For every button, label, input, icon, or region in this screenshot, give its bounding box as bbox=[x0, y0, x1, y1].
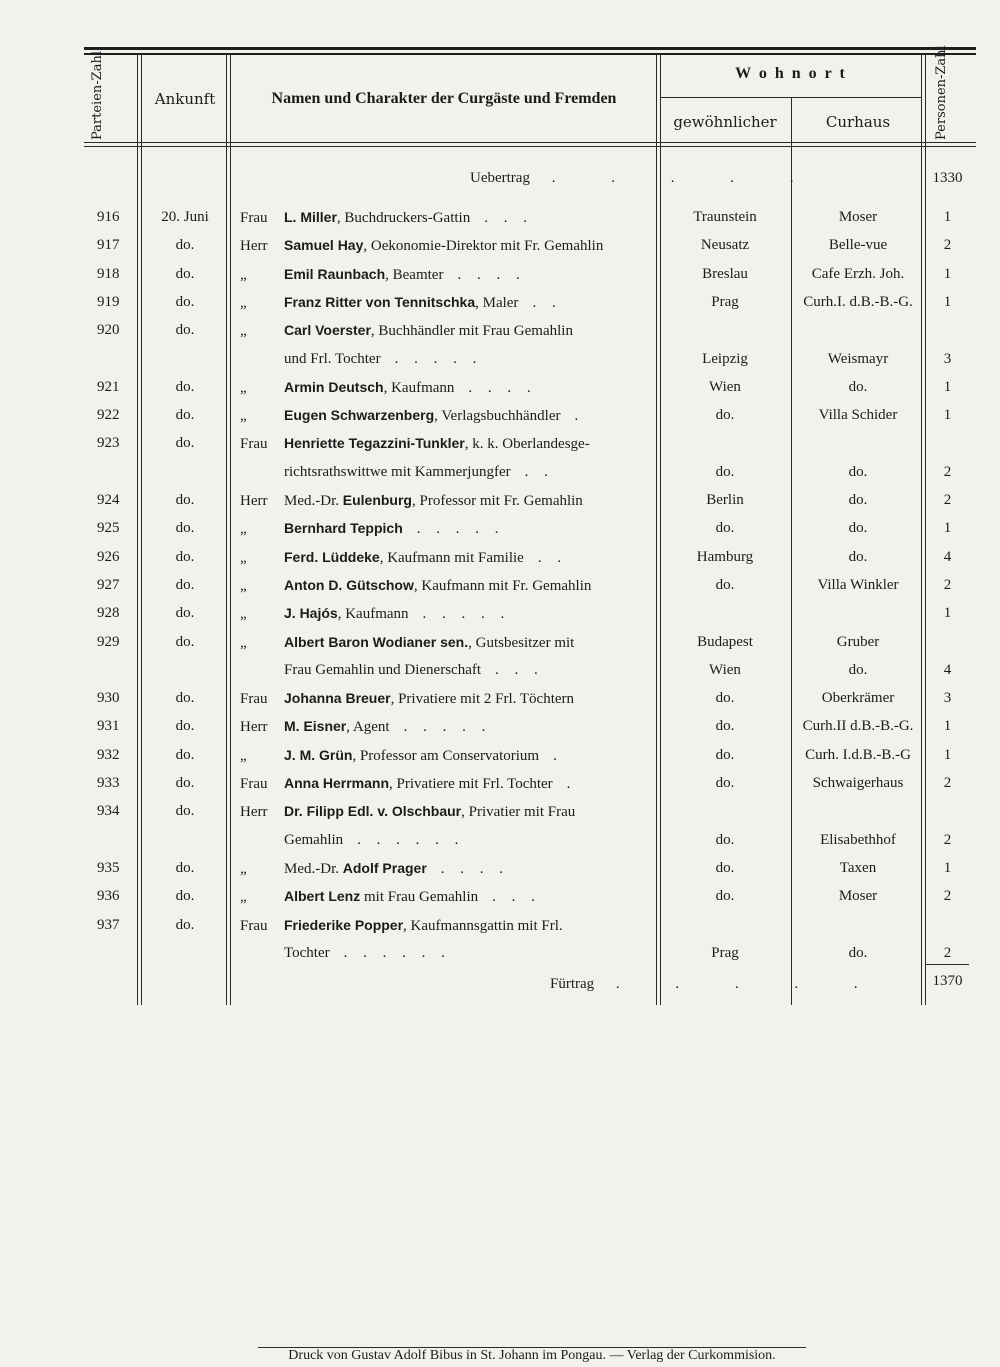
name-prefix: „ bbox=[240, 861, 247, 877]
row-name bbox=[240, 915, 655, 936]
row-arrival: do. bbox=[175, 322, 195, 338]
row-name bbox=[240, 603, 655, 624]
row-arrival: do. bbox=[175, 407, 195, 423]
row-home-town: Prag bbox=[711, 294, 739, 310]
row-name bbox=[240, 462, 655, 482]
guest-name: Samuel Hay bbox=[284, 237, 364, 253]
guest-description: , Privatier mit Frau bbox=[461, 804, 576, 820]
row-arrival: do. bbox=[175, 917, 195, 933]
guest-description: , Agent bbox=[346, 719, 390, 735]
row-persons: 2 bbox=[943, 945, 952, 961]
header-wohnort: W o h n o r t bbox=[735, 65, 847, 82]
guest-name: Carl Voerster bbox=[284, 322, 371, 338]
row-name bbox=[240, 943, 655, 963]
carry-in-dots: . . . . . bbox=[551, 170, 820, 186]
top-rule-thin bbox=[84, 53, 976, 55]
guest-description: , Professor am Conservatorium bbox=[352, 748, 540, 764]
row-name bbox=[240, 886, 655, 907]
row-home-town: do. bbox=[715, 407, 735, 423]
row-party-number: 935 bbox=[97, 860, 120, 876]
row-persons: 3 bbox=[943, 690, 952, 706]
row-arrival: do. bbox=[175, 294, 195, 310]
carry-out-dots: . . . . . bbox=[615, 976, 884, 992]
row-cure-house: do. bbox=[848, 945, 868, 961]
row-home-town: do. bbox=[715, 860, 735, 876]
row-home-town: Wien bbox=[709, 662, 741, 678]
header-bottom-rule bbox=[84, 142, 976, 143]
row-home-town: do. bbox=[715, 888, 735, 904]
row-home-town: do. bbox=[715, 718, 735, 734]
name-prefix: Herr bbox=[240, 719, 268, 735]
name-prefix: Herr bbox=[240, 493, 268, 509]
header-personen-text: Personen-Zahl bbox=[934, 45, 949, 140]
guest-name: Eugen Schwarzenberg bbox=[284, 407, 435, 423]
row-cure-house: Belle-vue bbox=[828, 237, 888, 253]
row-home-town: do. bbox=[715, 520, 735, 536]
row-cure-house: do. bbox=[848, 379, 868, 395]
row-persons: 1 bbox=[943, 605, 952, 621]
name-prefix: Herr bbox=[240, 238, 268, 254]
row-name bbox=[240, 547, 655, 568]
row-home-town: do. bbox=[715, 577, 735, 593]
guest-description: , Buchhändler mit Frau Gemahlin bbox=[370, 323, 573, 339]
row-party-number: 925 bbox=[97, 520, 120, 536]
leader-dots: . . . . . . bbox=[343, 945, 451, 961]
row-persons: 1 bbox=[943, 860, 952, 876]
row-persons: 4 bbox=[943, 662, 952, 678]
row-persons: 1 bbox=[943, 209, 952, 225]
guest-name: Franz Ritter von Tennitschka bbox=[284, 294, 476, 310]
guest-description: Frau Gemahlin und Dienerschaft bbox=[284, 662, 482, 678]
header-personen-zahl bbox=[934, 45, 966, 140]
name-prefix: „ bbox=[240, 408, 247, 424]
row-party-number: 920 bbox=[97, 322, 120, 338]
name-prefix: „ bbox=[240, 635, 247, 651]
row-name bbox=[240, 518, 655, 539]
row-arrival: do. bbox=[175, 549, 195, 565]
row-arrival: 20. Juni bbox=[161, 209, 209, 225]
leader-dots: . . . . bbox=[468, 380, 537, 396]
row-party-number: 922 bbox=[97, 407, 120, 423]
row-name bbox=[240, 830, 655, 850]
row-name bbox=[240, 858, 655, 879]
guest-name: Dr. Filipp Edl. v. Olschbaur bbox=[284, 803, 462, 819]
row-cure-house: Schwaigerhaus bbox=[812, 775, 904, 791]
row-home-town: Berlin bbox=[706, 492, 744, 508]
row-party-number: 916 bbox=[97, 209, 120, 225]
row-persons: 2 bbox=[943, 237, 952, 253]
guest-name: J. Hajós bbox=[284, 605, 338, 621]
leader-dots: . . . bbox=[484, 210, 533, 226]
guest-name: Anton D. Gütschow bbox=[284, 577, 414, 593]
leader-dots: . . . . . . bbox=[357, 832, 465, 848]
row-cure-house: Moser bbox=[838, 888, 878, 904]
row-home-town: do. bbox=[715, 832, 735, 848]
row-cure-house: Curh.II d.B.-B.-G. bbox=[802, 718, 914, 734]
header-parteien-zahl bbox=[90, 51, 122, 140]
row-cure-house: do. bbox=[848, 520, 868, 536]
row-party-number: 932 bbox=[97, 747, 120, 763]
guest-description: , Privatiere mit Frl. Tochter bbox=[389, 776, 553, 792]
guest-description-2: , Professor mit Fr. Gemahlin bbox=[411, 493, 583, 509]
row-persons: 1 bbox=[943, 294, 952, 310]
guest-name: Friederike Popper bbox=[284, 917, 404, 933]
leader-dots: . . . . bbox=[440, 861, 510, 877]
row-home-town: Prag bbox=[711, 945, 739, 961]
row-arrival: do. bbox=[175, 690, 195, 706]
guest-description: , Gutsbesitzer mit bbox=[468, 635, 575, 651]
guest-description: , Buchdruckers-Gattin bbox=[336, 210, 471, 226]
guest-name-2: Adolf Prager bbox=[342, 860, 427, 876]
row-persons: 1 bbox=[943, 266, 952, 282]
name-prefix: Frau bbox=[240, 918, 268, 934]
guest-description: , k. k. Oberlandesge- bbox=[464, 436, 590, 452]
leader-dots: . . bbox=[532, 295, 562, 311]
guest-name: J. M. Grün bbox=[284, 747, 353, 763]
guest-name: M. Eisner bbox=[284, 718, 347, 734]
guest-description: und Frl. Tochter bbox=[284, 351, 381, 367]
row-name bbox=[240, 688, 655, 709]
row-name bbox=[240, 264, 655, 285]
row-arrival: do. bbox=[175, 718, 195, 734]
name-prefix: „ bbox=[240, 323, 247, 339]
top-rule bbox=[84, 47, 976, 50]
row-name bbox=[240, 490, 655, 511]
row-cure-house: Elisabethhof bbox=[820, 832, 896, 848]
row-party-number: 918 bbox=[97, 266, 120, 282]
leader-dots: . bbox=[574, 408, 585, 424]
row-arrival: do. bbox=[175, 435, 195, 451]
leader-dots: . . . . . bbox=[403, 719, 492, 735]
leader-dots: . . . bbox=[492, 889, 541, 905]
row-persons: 1 bbox=[943, 407, 952, 423]
row-persons: 3 bbox=[943, 351, 952, 367]
row-cure-house: do. bbox=[848, 464, 868, 480]
leader-dots: . . bbox=[537, 550, 568, 566]
leader-dots: . . . bbox=[495, 662, 544, 678]
guest-name: Albert Lenz bbox=[284, 888, 361, 904]
carry-in-row bbox=[470, 168, 820, 188]
header-curhaus: Curhaus bbox=[825, 113, 891, 131]
row-home-town: Wien bbox=[709, 379, 741, 395]
row-home-town: Budapest bbox=[697, 634, 753, 650]
row-arrival: do. bbox=[175, 520, 195, 536]
row-home-town: Traunstein bbox=[693, 209, 757, 225]
name-prefix: Frau bbox=[240, 436, 268, 452]
name-prefix: Frau bbox=[240, 210, 268, 226]
name-prefix: Frau bbox=[240, 691, 268, 707]
row-name bbox=[240, 773, 655, 794]
name-prefix: „ bbox=[240, 295, 247, 311]
guest-description: , Maler bbox=[475, 295, 519, 311]
row-cure-house: Oberkrämer bbox=[821, 690, 895, 706]
row-name bbox=[240, 660, 655, 680]
guest-description: , Kaufmannsgattin mit Frl. bbox=[403, 918, 563, 934]
row-party-number: 928 bbox=[97, 605, 120, 621]
row-name bbox=[240, 207, 655, 228]
row-cure-house: Curh.I. d.B.-B.-G. bbox=[803, 294, 913, 310]
row-persons: 1 bbox=[943, 747, 952, 763]
row-name bbox=[240, 745, 655, 766]
row-name bbox=[240, 433, 655, 454]
row-name bbox=[240, 575, 655, 596]
row-name bbox=[240, 377, 655, 398]
row-cure-house: Cafe Erzh. Joh. bbox=[811, 266, 905, 282]
carry-in-total: 1330 bbox=[932, 170, 963, 186]
carry-out-total: 1370 bbox=[932, 973, 963, 989]
row-home-town: do. bbox=[715, 690, 735, 706]
row-cure-house: do. bbox=[848, 549, 868, 565]
guest-description: , Kaufmann bbox=[383, 380, 455, 396]
name-prefix: „ bbox=[240, 889, 247, 905]
leader-dots: . bbox=[566, 776, 577, 792]
guest-description: , Kaufmann mit Fr. Gemahlin bbox=[413, 578, 592, 594]
leader-dots: . . . . . bbox=[416, 521, 505, 537]
row-home-town: Neusatz bbox=[700, 237, 750, 253]
row-party-number: 936 bbox=[97, 888, 120, 904]
row-name bbox=[240, 405, 655, 426]
row-name bbox=[240, 349, 655, 369]
row-persons: 1 bbox=[943, 718, 952, 734]
row-cure-house: Weismayr bbox=[827, 351, 889, 367]
row-party-number: 930 bbox=[97, 690, 120, 706]
row-party-number: 929 bbox=[97, 634, 120, 650]
carry-out-row bbox=[470, 974, 884, 994]
name-prefix: Frau bbox=[240, 776, 268, 792]
row-arrival: do. bbox=[175, 634, 195, 650]
row-arrival: do. bbox=[175, 747, 195, 763]
row-persons: 2 bbox=[943, 888, 952, 904]
leader-dots: . . . . bbox=[457, 267, 526, 283]
row-party-number: 919 bbox=[97, 294, 120, 310]
row-party-number: 934 bbox=[97, 803, 120, 819]
row-party-number: 926 bbox=[97, 549, 120, 565]
leader-dots: . . . . . bbox=[394, 351, 483, 367]
row-persons: 2 bbox=[943, 492, 952, 508]
guest-description: richtsrathswittwe mit Kammerjungfer bbox=[284, 464, 511, 480]
leader-dots: . bbox=[553, 748, 563, 764]
row-arrival: do. bbox=[175, 888, 195, 904]
guest-description: Tochter bbox=[284, 945, 330, 961]
guest-name-2: Eulenburg bbox=[342, 492, 412, 508]
row-arrival: do. bbox=[175, 379, 195, 395]
name-prefix: „ bbox=[240, 550, 247, 566]
row-party-number: 931 bbox=[97, 718, 120, 734]
total-rule bbox=[925, 964, 969, 965]
row-cure-house: Gruber bbox=[836, 634, 880, 650]
row-arrival: do. bbox=[175, 577, 195, 593]
guest-name: Armin Deutsch bbox=[284, 379, 384, 395]
row-party-number: 924 bbox=[97, 492, 120, 508]
row-name bbox=[240, 801, 655, 822]
row-name bbox=[240, 235, 655, 256]
guest-description: Med.-Dr. bbox=[284, 861, 343, 877]
row-persons: 4 bbox=[943, 549, 952, 565]
carry-in-label: Uebertrag bbox=[470, 170, 530, 186]
row-name bbox=[240, 292, 655, 313]
guest-description: , Oekonomie-Direktor mit Fr. Gemahlin bbox=[363, 238, 604, 254]
header-bottom-rule-2 bbox=[84, 146, 976, 147]
row-name bbox=[240, 320, 655, 341]
row-cure-house: Villa Schider bbox=[818, 407, 898, 423]
name-prefix: „ bbox=[240, 380, 247, 396]
name-prefix: „ bbox=[240, 578, 247, 594]
row-persons: 2 bbox=[943, 464, 952, 480]
row-home-town: Breslau bbox=[702, 266, 748, 282]
row-home-town: Leipzig bbox=[702, 351, 748, 367]
row-party-number: 917 bbox=[97, 237, 120, 253]
row-persons: 2 bbox=[943, 775, 952, 791]
guest-name: Ferd. Lüddeke bbox=[284, 549, 380, 565]
guest-name: Henriette Tegazzini-Tunkler bbox=[284, 435, 465, 451]
name-prefix: „ bbox=[240, 606, 247, 622]
guest-description: , Privatiere mit 2 Frl. Töchtern bbox=[390, 691, 575, 707]
guest-description: , Kaufmann mit Familie bbox=[379, 550, 524, 566]
row-party-number: 937 bbox=[97, 917, 120, 933]
guest-name: Emil Raunbach bbox=[284, 266, 386, 282]
row-persons: 1 bbox=[943, 520, 952, 536]
guest-description: mit Frau Gemahlin bbox=[360, 889, 479, 905]
carry-out-label: Fürtrag bbox=[550, 976, 595, 992]
row-arrival: do. bbox=[175, 237, 195, 253]
row-party-number: 933 bbox=[97, 775, 120, 791]
guest-name: Albert Baron Wodianer sen. bbox=[284, 634, 469, 650]
guest-name: L. Miller bbox=[284, 209, 337, 225]
row-home-town: do. bbox=[715, 464, 735, 480]
guest-description: , Kaufmann bbox=[337, 606, 409, 622]
header-parteien-text: Parteien-Zahl bbox=[90, 51, 105, 140]
leader-dots: . . . . . bbox=[422, 606, 511, 622]
row-persons: 1 bbox=[943, 379, 952, 395]
imprint-footer: Druck von Gustav Adolf Bibus in St. Johann im Pongau. — Verlag der Curkommision. bbox=[288, 1348, 776, 1363]
row-persons: 2 bbox=[943, 577, 952, 593]
row-party-number: 923 bbox=[97, 435, 120, 451]
row-cure-house: Moser bbox=[838, 209, 878, 225]
row-arrival: do. bbox=[175, 266, 195, 282]
name-prefix: Herr bbox=[240, 804, 268, 820]
name-prefix: „ bbox=[240, 748, 247, 764]
guest-description: Gemahlin bbox=[284, 832, 344, 848]
header-namen: Namen und Charakter der Curgäste und Fremden bbox=[271, 90, 617, 107]
header-gewoehnlicher: gewöhnlicher bbox=[673, 113, 777, 131]
row-cure-house: Villa Winkler bbox=[817, 577, 899, 593]
guest-name: Anna Herrmann bbox=[284, 775, 390, 791]
row-persons: 2 bbox=[943, 832, 952, 848]
col-line-4 bbox=[791, 97, 792, 1005]
row-cure-house: Curh. I.d.B.-B.-G bbox=[805, 747, 911, 763]
name-prefix: „ bbox=[240, 267, 247, 283]
row-arrival: do. bbox=[175, 803, 195, 819]
guest-description: , Verlagsbuchhändler bbox=[434, 408, 561, 424]
row-home-town: do. bbox=[715, 775, 735, 791]
row-arrival: do. bbox=[175, 492, 195, 508]
row-home-town: Hamburg bbox=[696, 549, 754, 565]
row-arrival: do. bbox=[175, 860, 195, 876]
row-party-number: 921 bbox=[97, 379, 120, 395]
row-name bbox=[240, 632, 655, 653]
row-party-number: 927 bbox=[97, 577, 120, 593]
row-cure-house: do. bbox=[848, 662, 868, 678]
row-home-town: do. bbox=[715, 747, 735, 763]
name-prefix: „ bbox=[240, 521, 247, 537]
guest-name: Bernhard Teppich bbox=[284, 520, 403, 536]
leader-dots: . . bbox=[524, 464, 554, 480]
row-name bbox=[240, 716, 655, 737]
guest-description: , Beamter bbox=[385, 267, 444, 283]
row-arrival: do. bbox=[175, 605, 195, 621]
guest-name: Johanna Breuer bbox=[284, 690, 391, 706]
guest-description: Med.-Dr. bbox=[284, 493, 343, 509]
header-ankunft: Ankunft bbox=[154, 90, 216, 108]
row-cure-house: do. bbox=[848, 492, 868, 508]
row-cure-house: Taxen bbox=[839, 860, 877, 876]
row-arrival: do. bbox=[175, 775, 195, 791]
